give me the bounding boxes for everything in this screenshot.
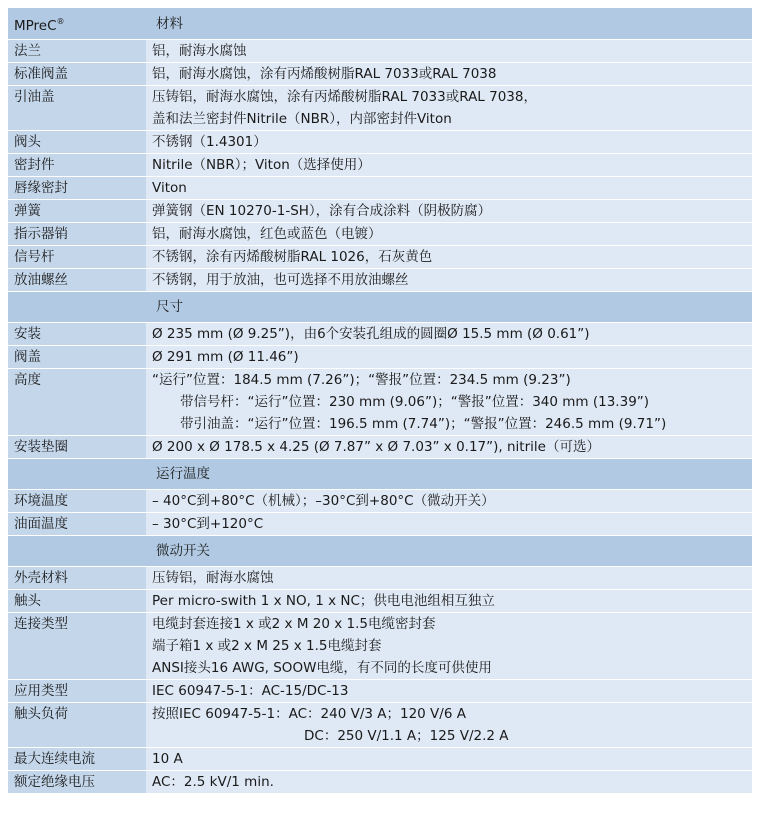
value-line: 铝，耐海水腐蚀，涂有丙烯酸树脂RAL 7033或RAL 7038 <box>152 66 497 82</box>
value-line: Ø 291 mm (Ø 11.46”) <box>152 349 299 365</box>
label-text: 阀盖 <box>14 349 41 365</box>
section-title: 尺寸 <box>146 292 752 323</box>
label-text: 最大连续电流 <box>14 751 95 767</box>
table-row <box>8 246 752 269</box>
row-label <box>8 771 146 794</box>
row-value <box>146 590 752 613</box>
section-title: 运行温度 <box>146 459 752 490</box>
row-value <box>146 246 752 269</box>
row-label <box>8 369 146 436</box>
value-line: IEC 60947-5-1：AC-15/DC-13 <box>152 683 349 699</box>
value-line: 带引油盖：“运行”位置：196.5 mm (7.74”)；“警报”位置：246.5 mm (9.71”) <box>180 416 667 432</box>
table-row <box>8 131 752 154</box>
row-value <box>146 436 752 459</box>
table-row <box>8 436 752 459</box>
value-line: – 30°C到+120°C <box>152 516 264 532</box>
label-text: 安装垫圈 <box>14 439 68 455</box>
label-text: 安装 <box>14 326 41 342</box>
row-label <box>8 177 146 200</box>
table-row <box>8 223 752 246</box>
section-title: 微动开关 <box>146 536 752 567</box>
label-text: 环境温度 <box>14 493 68 509</box>
label-text: 应用类型 <box>14 683 68 699</box>
row-label <box>8 200 146 223</box>
label-text: 油面温度 <box>14 516 68 532</box>
label-text: 阀头 <box>14 134 41 150</box>
row-value <box>146 200 752 223</box>
table-row <box>8 369 752 436</box>
value-line: 盖和法兰密封件Nitrile（NBR），内部密封件Viton <box>152 111 452 127</box>
row-label <box>8 567 146 590</box>
row-value <box>146 86 752 131</box>
value-line: – 40°C到+80°C（机械）；–30°C到+80°C（微动开关） <box>152 493 495 509</box>
value-line: Ø 200 x Ø 178.5 x 4.25 (Ø 7.87” x Ø 7.03” x 0.17”), nitrile（可选） <box>152 439 600 455</box>
row-label <box>8 323 146 346</box>
value-line: 不锈钢（1.4301） <box>152 134 267 150</box>
label-text: 标准阀盖 <box>14 66 68 82</box>
row-value <box>146 369 752 436</box>
row-value <box>146 131 752 154</box>
row-label <box>8 748 146 771</box>
label-text: 引油盖 <box>14 89 55 105</box>
row-label <box>8 346 146 369</box>
label-text: 信号杆 <box>14 249 55 265</box>
table-row <box>8 748 752 771</box>
label-text: 额定绝缘电压 <box>14 774 95 790</box>
table-row <box>8 200 752 223</box>
row-value <box>146 177 752 200</box>
row-label <box>8 63 146 86</box>
value-line: 按照IEC 60947-5-1：AC：240 V/3 A；120 V/6 A <box>152 706 466 722</box>
label-text: 触头 <box>14 593 41 609</box>
row-value <box>146 748 752 771</box>
section-header-row <box>8 292 752 323</box>
table-row <box>8 346 752 369</box>
label-text: 指示器销 <box>14 226 68 242</box>
value-line: Nitrile（NBR）；Viton（选择使用） <box>152 157 371 173</box>
value-line: DC：250 V/1.1 A；125 V/2.2 A <box>304 728 509 744</box>
value-line: 压铸铝，耐海水腐蚀 <box>152 570 274 586</box>
row-value <box>146 613 752 680</box>
label-text: 唇缘密封 <box>14 180 68 196</box>
label-text: 密封件 <box>14 157 55 173</box>
section-header-row <box>8 8 752 40</box>
table-row <box>8 323 752 346</box>
row-value <box>146 223 752 246</box>
value-line: Viton <box>152 180 187 196</box>
row-value <box>146 40 752 63</box>
row-value <box>146 490 752 513</box>
value-line: “运行”位置：184.5 mm (7.26”)；“警报”位置：234.5 mm (9.23”) <box>152 372 571 388</box>
row-label <box>8 490 146 513</box>
row-label <box>8 86 146 131</box>
row-value <box>146 513 752 536</box>
value-line: Ø 235 mm (Ø 9.25”)，由6个安装孔组成的圆圈Ø 15.5 mm (Ø 0.61”) <box>152 326 590 342</box>
section-header-label <box>8 8 146 40</box>
value-line: 压铸铝，耐海水腐蚀，涂有丙烯酸树脂RAL 7033或RAL 7038， <box>152 89 537 105</box>
row-value <box>146 323 752 346</box>
value-line: 带信号杆：“运行”位置：230 mm (9.06”)；“警报”位置：340 mm (13.39”) <box>180 394 650 410</box>
label-text: 外壳材料 <box>14 570 68 586</box>
table-row <box>8 86 752 131</box>
table-row <box>8 613 752 680</box>
row-label <box>8 223 146 246</box>
table-row <box>8 680 752 703</box>
value-line: 电缆封套连接1 x 或2 x M 20 x 1.5电缆密封套 <box>152 616 436 632</box>
row-value <box>146 680 752 703</box>
table-row <box>8 567 752 590</box>
table-row <box>8 513 752 536</box>
table-row <box>8 490 752 513</box>
label-text: 弹簧 <box>14 203 41 219</box>
value-line: 不锈钢，用于放油，也可选择不用放油螺丝 <box>152 272 409 288</box>
value-line: 10 A <box>152 751 183 767</box>
value-line: 不锈钢，涂有丙烯酸树脂RAL 1026，石灰黄色 <box>152 249 433 265</box>
row-value <box>146 771 752 794</box>
row-label <box>8 680 146 703</box>
section-header-label <box>8 459 146 490</box>
table-row <box>8 63 752 86</box>
label-text: 法兰 <box>14 43 41 59</box>
table-row <box>8 40 752 63</box>
label-text: 连接类型 <box>14 616 68 632</box>
table-row <box>8 703 752 748</box>
row-label <box>8 269 146 292</box>
value-line: ANSI接头16 AWG, SOOW电缆，有不同的长度可供使用 <box>152 660 492 676</box>
row-value <box>146 703 752 748</box>
value-line: Per micro-swith 1 x NO, 1 x NC；供电电池组相互独立 <box>152 593 495 609</box>
row-value <box>146 567 752 590</box>
spec-table-body <box>8 8 752 794</box>
label-text: 高度 <box>14 372 41 388</box>
registered-mark: ® <box>56 16 65 26</box>
row-label <box>8 436 146 459</box>
section-title: 材料 <box>146 8 752 40</box>
table-row <box>8 177 752 200</box>
row-label <box>8 613 146 680</box>
spec-table <box>8 8 752 794</box>
section-header-row <box>8 536 752 567</box>
value-line: 端子箱1 x 或2 x M 25 x 1.5电缆封套 <box>152 638 382 654</box>
row-value <box>146 346 752 369</box>
row-label <box>8 246 146 269</box>
row-label <box>8 40 146 63</box>
row-label <box>8 703 146 748</box>
row-label <box>8 590 146 613</box>
table-row <box>8 154 752 177</box>
section-header-label <box>8 536 146 567</box>
table-row <box>8 269 752 292</box>
row-label <box>8 154 146 177</box>
section-header-row <box>8 459 752 490</box>
value-line: 铝，耐海水腐蚀，红色或蓝色（电镀） <box>152 226 382 242</box>
table-row <box>8 771 752 794</box>
label-text: 放油螺丝 <box>14 272 68 288</box>
value-line: AC：2.5 kV/1 min. <box>152 774 274 790</box>
row-label <box>8 513 146 536</box>
label-text: MPreC <box>14 17 57 34</box>
row-value <box>146 154 752 177</box>
row-value <box>146 63 752 86</box>
label-text: 触头负荷 <box>14 706 68 722</box>
value-line: 弹簧钢（EN 10270-1-SH），涂有合成涂料（阴极防腐） <box>152 203 492 219</box>
value-line: 铝，耐海水腐蚀 <box>152 43 247 59</box>
row-label <box>8 131 146 154</box>
section-header-label <box>8 292 146 323</box>
row-value <box>146 269 752 292</box>
table-row <box>8 590 752 613</box>
